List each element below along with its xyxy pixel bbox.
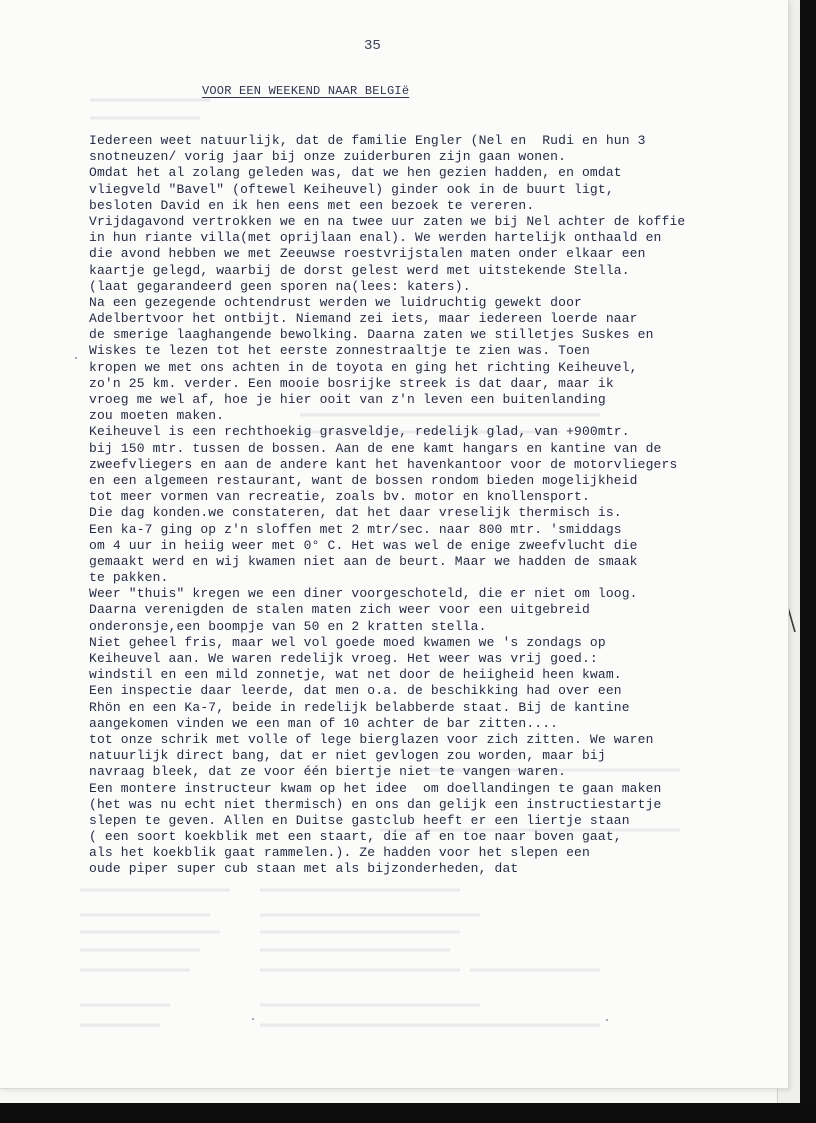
text-line: oude piper super cub staan met als bijzonderheden, dat — [89, 861, 519, 877]
text-line: windstil en een mild zonnetje, wat net door de heiigheid heen kwam. — [89, 667, 622, 683]
text-line: Een montere instructeur kwam op het idee om doellandingen te gaan maken — [89, 780, 662, 796]
text-line: en een algemeen restaurant, want de bossen rondom bieden mogelijkheid — [89, 472, 638, 488]
text-line: slepen te geven. Allen en Duitse gastclub heeft er een liertje staan — [89, 812, 630, 828]
text-line: Niet geheel fris, maar wel vol goede moed kwamen we 's zondags op — [89, 634, 606, 650]
page-title: VOOR EEN WEEKEND NAAR BELGIë — [202, 84, 410, 98]
text-line: navraag bleek, dat ze voor één biertje niet te vangen waren. — [89, 764, 567, 780]
text-line: natuurlijk direct bang, dat er niet gevlogen zou worden, maar bij — [89, 748, 606, 764]
text-line: te pakken. — [89, 570, 169, 586]
text-line: Na een gezegende ochtendrust werden we luidruchtig gewekt door — [89, 294, 582, 310]
text-line: om 4 uur in heiig weer met 0° C. Het was wel de enige zweefvlucht die — [89, 537, 638, 553]
text-line: tot meer vormen van recreatie, zoals bv. motor en knollensport. — [89, 489, 590, 505]
text-line: tot onze schrik met volle of lege bierglazen voor zich zitten. We waren — [89, 731, 654, 747]
article-body — [89, 133, 779, 878]
scan-right-edge — [800, 0, 816, 1123]
text-line: Rhön en een Ka-7, beide in redelijk belabberde staat. Bij de kantine — [89, 699, 630, 715]
text-line: Weer "thuis" kregen we een diner voorgeschoteld, die er niet om loog. — [89, 586, 638, 602]
text-line: onderonsje,een boompje van 50 en 2 kratten stella. — [89, 618, 487, 634]
text-line: besloten David en ik hen eens met een bezoek te vereren. — [89, 197, 535, 213]
text-line: Een ka-7 ging op z'n sloffen met 2 mtr/sec. naar 800 mtr. 'smiddags — [89, 521, 622, 537]
text-line: die avond hebben we met Zeeuwse roestvrijstalen maten onder elkaar een — [89, 246, 646, 262]
text-line: Daarna verenigden de stalen maten zich weer voor een uitgebreid — [89, 602, 590, 618]
text-line: de smerige laaghangende bewolking. Daarna zaten we stilletjes Suskes en — [89, 327, 654, 343]
text-line: zou moeten maken. — [89, 408, 225, 424]
text-line: kaartje gelegd, waarbij de dorst gelest werd met uitstekende Stella. — [89, 262, 630, 278]
text-line: Een inspectie daar leerde, dat men o.a. de beschikking had over een — [89, 683, 622, 699]
text-line: bij 150 mtr. tussen de bossen. Aan de ene kamt hangars en kantine van de — [89, 440, 662, 456]
scan-bottom-edge — [0, 1103, 816, 1123]
text-line: Adelbertvoor het ontbijt. Niemand zei iets, maar iedereen loerde naar — [89, 311, 638, 327]
text-line: Keiheuvel is een rechthoekig grasveldje, redelijk glad, van +900mtr. — [89, 424, 630, 440]
text-line: Vrijdagavond vertrokken we en na twee uur zaten we bij Nel achter de koffie — [89, 213, 686, 229]
text-line: Die dag konden.we constateren, dat het daar vreselijk thermisch is. — [89, 505, 622, 521]
text-line: aangekomen vinden we een man of 10 achter de bar zitten.... — [89, 715, 559, 731]
text-line: snotneuzen/ vorig jaar bij onze zuiderburen zijn gaan wonen. — [89, 149, 567, 165]
text-line: (laat gegarandeerd geen sporen na(lees: katers). — [89, 278, 471, 294]
ink-speck — [252, 1018, 254, 1020]
text-line: kropen we met ons achten in de toyota en ging het richting Keiheuvel, — [89, 359, 638, 375]
ink-speck — [606, 1019, 608, 1021]
text-line: ( een soort koekblik met een staart, die af en toe naar boven gaat, — [89, 829, 622, 845]
text-line: Omdat het al zolang geleden was, dat we hen gezien hadden, en omdat — [89, 165, 622, 181]
text-line: Keiheuvel aan. We waren redelijk vroeg. Het weer was vrij goed.: — [89, 651, 598, 666]
text-line: (het was nu echt niet thermisch) en ons dan gelijk een instructiestartje — [89, 796, 662, 812]
text-line: als het koekblik gaat rammelen.). Ze hadden voor het slepen een — [89, 845, 590, 861]
text-line: vroeg me wel af, hoe je hier ooit van z'n leven een buitenlanding — [89, 392, 606, 407]
text-line: gemaakt werd en wij kwamen niet aan de beurt. Maar we hadden de smaak — [89, 553, 638, 569]
text-line: zweefvliegers en aan de andere kant het havenkantoor voor de motorvliegers — [89, 456, 678, 472]
ink-speck — [75, 357, 77, 359]
text-line: Wiskes te lezen tot het eerste zonnestraaltje te zien was. Toen — [89, 343, 590, 359]
text-line: Iedereen weet natuurlijk, dat de familie Engler (Nel en Rudi en hun 3 — [89, 133, 646, 148]
text-line: vliegveld "Bavel" (oftewel Keiheuvel) ginder ook in de buurt ligt, — [89, 181, 614, 197]
text-line: zo'n 25 km. verder. Een mooie bosrijke streek is dat daar, maar ik — [89, 375, 614, 391]
text-line: in hun riante villa(met oprijlaan enal). We werden hartelijk onthaald en — [89, 230, 662, 246]
page-number: 35 — [364, 38, 381, 54]
